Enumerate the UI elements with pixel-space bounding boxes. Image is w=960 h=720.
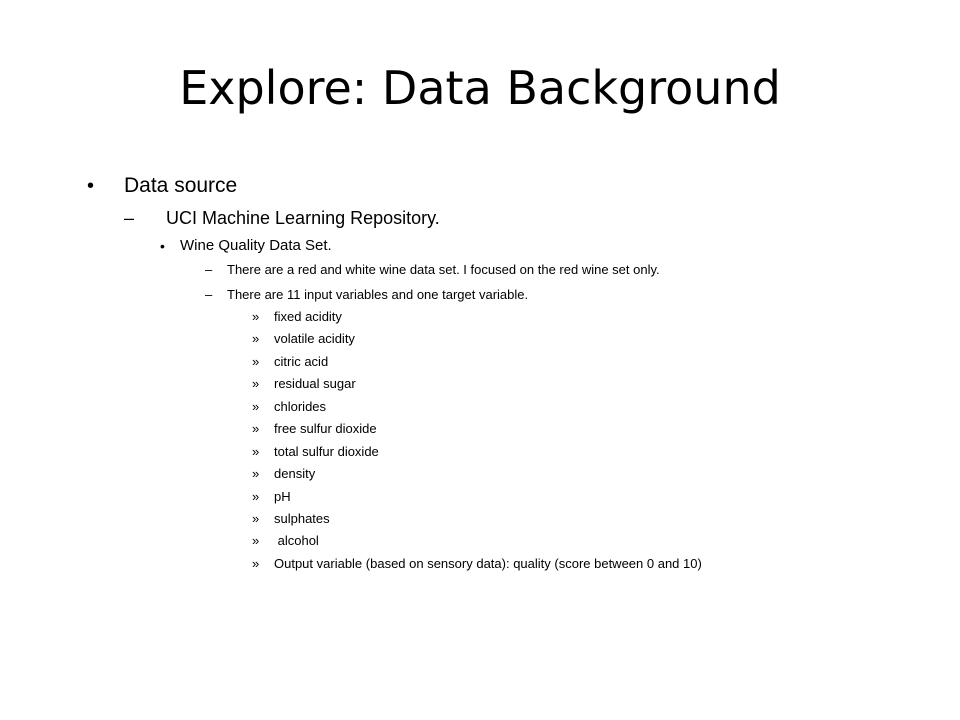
bullet-icon: • bbox=[160, 238, 165, 254]
slide-title: Explore: Data Background bbox=[179, 61, 781, 115]
chevron-icon: » bbox=[252, 421, 260, 436]
bullet-text: There are 11 input variables and one target variable. bbox=[227, 287, 529, 302]
chevron-icon: » bbox=[252, 444, 260, 459]
variable-text: residual sugar bbox=[274, 376, 356, 391]
variable-text: fixed acidity bbox=[274, 309, 342, 324]
variable-text: volatile acidity bbox=[274, 331, 355, 346]
dash-icon: – bbox=[205, 262, 213, 277]
bullet-text: UCI Machine Learning Repository. bbox=[166, 208, 440, 228]
variable-text: alcohol bbox=[274, 533, 319, 548]
variable-text: sulphates bbox=[274, 511, 330, 526]
variable-text: density bbox=[274, 466, 316, 481]
dash-icon: – bbox=[205, 287, 213, 302]
chevron-icon: » bbox=[252, 376, 260, 391]
chevron-icon: » bbox=[252, 511, 260, 526]
chevron-icon: » bbox=[252, 556, 260, 571]
bullet-text: Wine Quality Data Set. bbox=[180, 237, 332, 254]
variable-text: free sulfur dioxide bbox=[274, 421, 377, 436]
variable-text: pH bbox=[274, 489, 291, 504]
variable-text: citric acid bbox=[274, 354, 329, 369]
chevron-icon: » bbox=[252, 533, 260, 548]
chevron-icon: » bbox=[252, 309, 260, 324]
variable-text: total sulfur dioxide bbox=[274, 444, 379, 459]
variable-text: chlorides bbox=[274, 399, 327, 414]
chevron-icon: » bbox=[252, 331, 260, 346]
chevron-icon: » bbox=[252, 354, 260, 369]
dash-icon: – bbox=[124, 208, 135, 228]
bullet-icon: • bbox=[87, 175, 95, 197]
bullet-text: Data source bbox=[124, 174, 238, 197]
chevron-icon: » bbox=[252, 489, 260, 504]
chevron-icon: » bbox=[252, 466, 260, 481]
variable-text: Output variable (based on sensory data): quality (score between 0 and 10) bbox=[274, 556, 702, 571]
bullet-text: There are a red and white wine data set. I focused on the red wine set only. bbox=[227, 262, 660, 277]
chevron-icon: » bbox=[252, 399, 260, 414]
